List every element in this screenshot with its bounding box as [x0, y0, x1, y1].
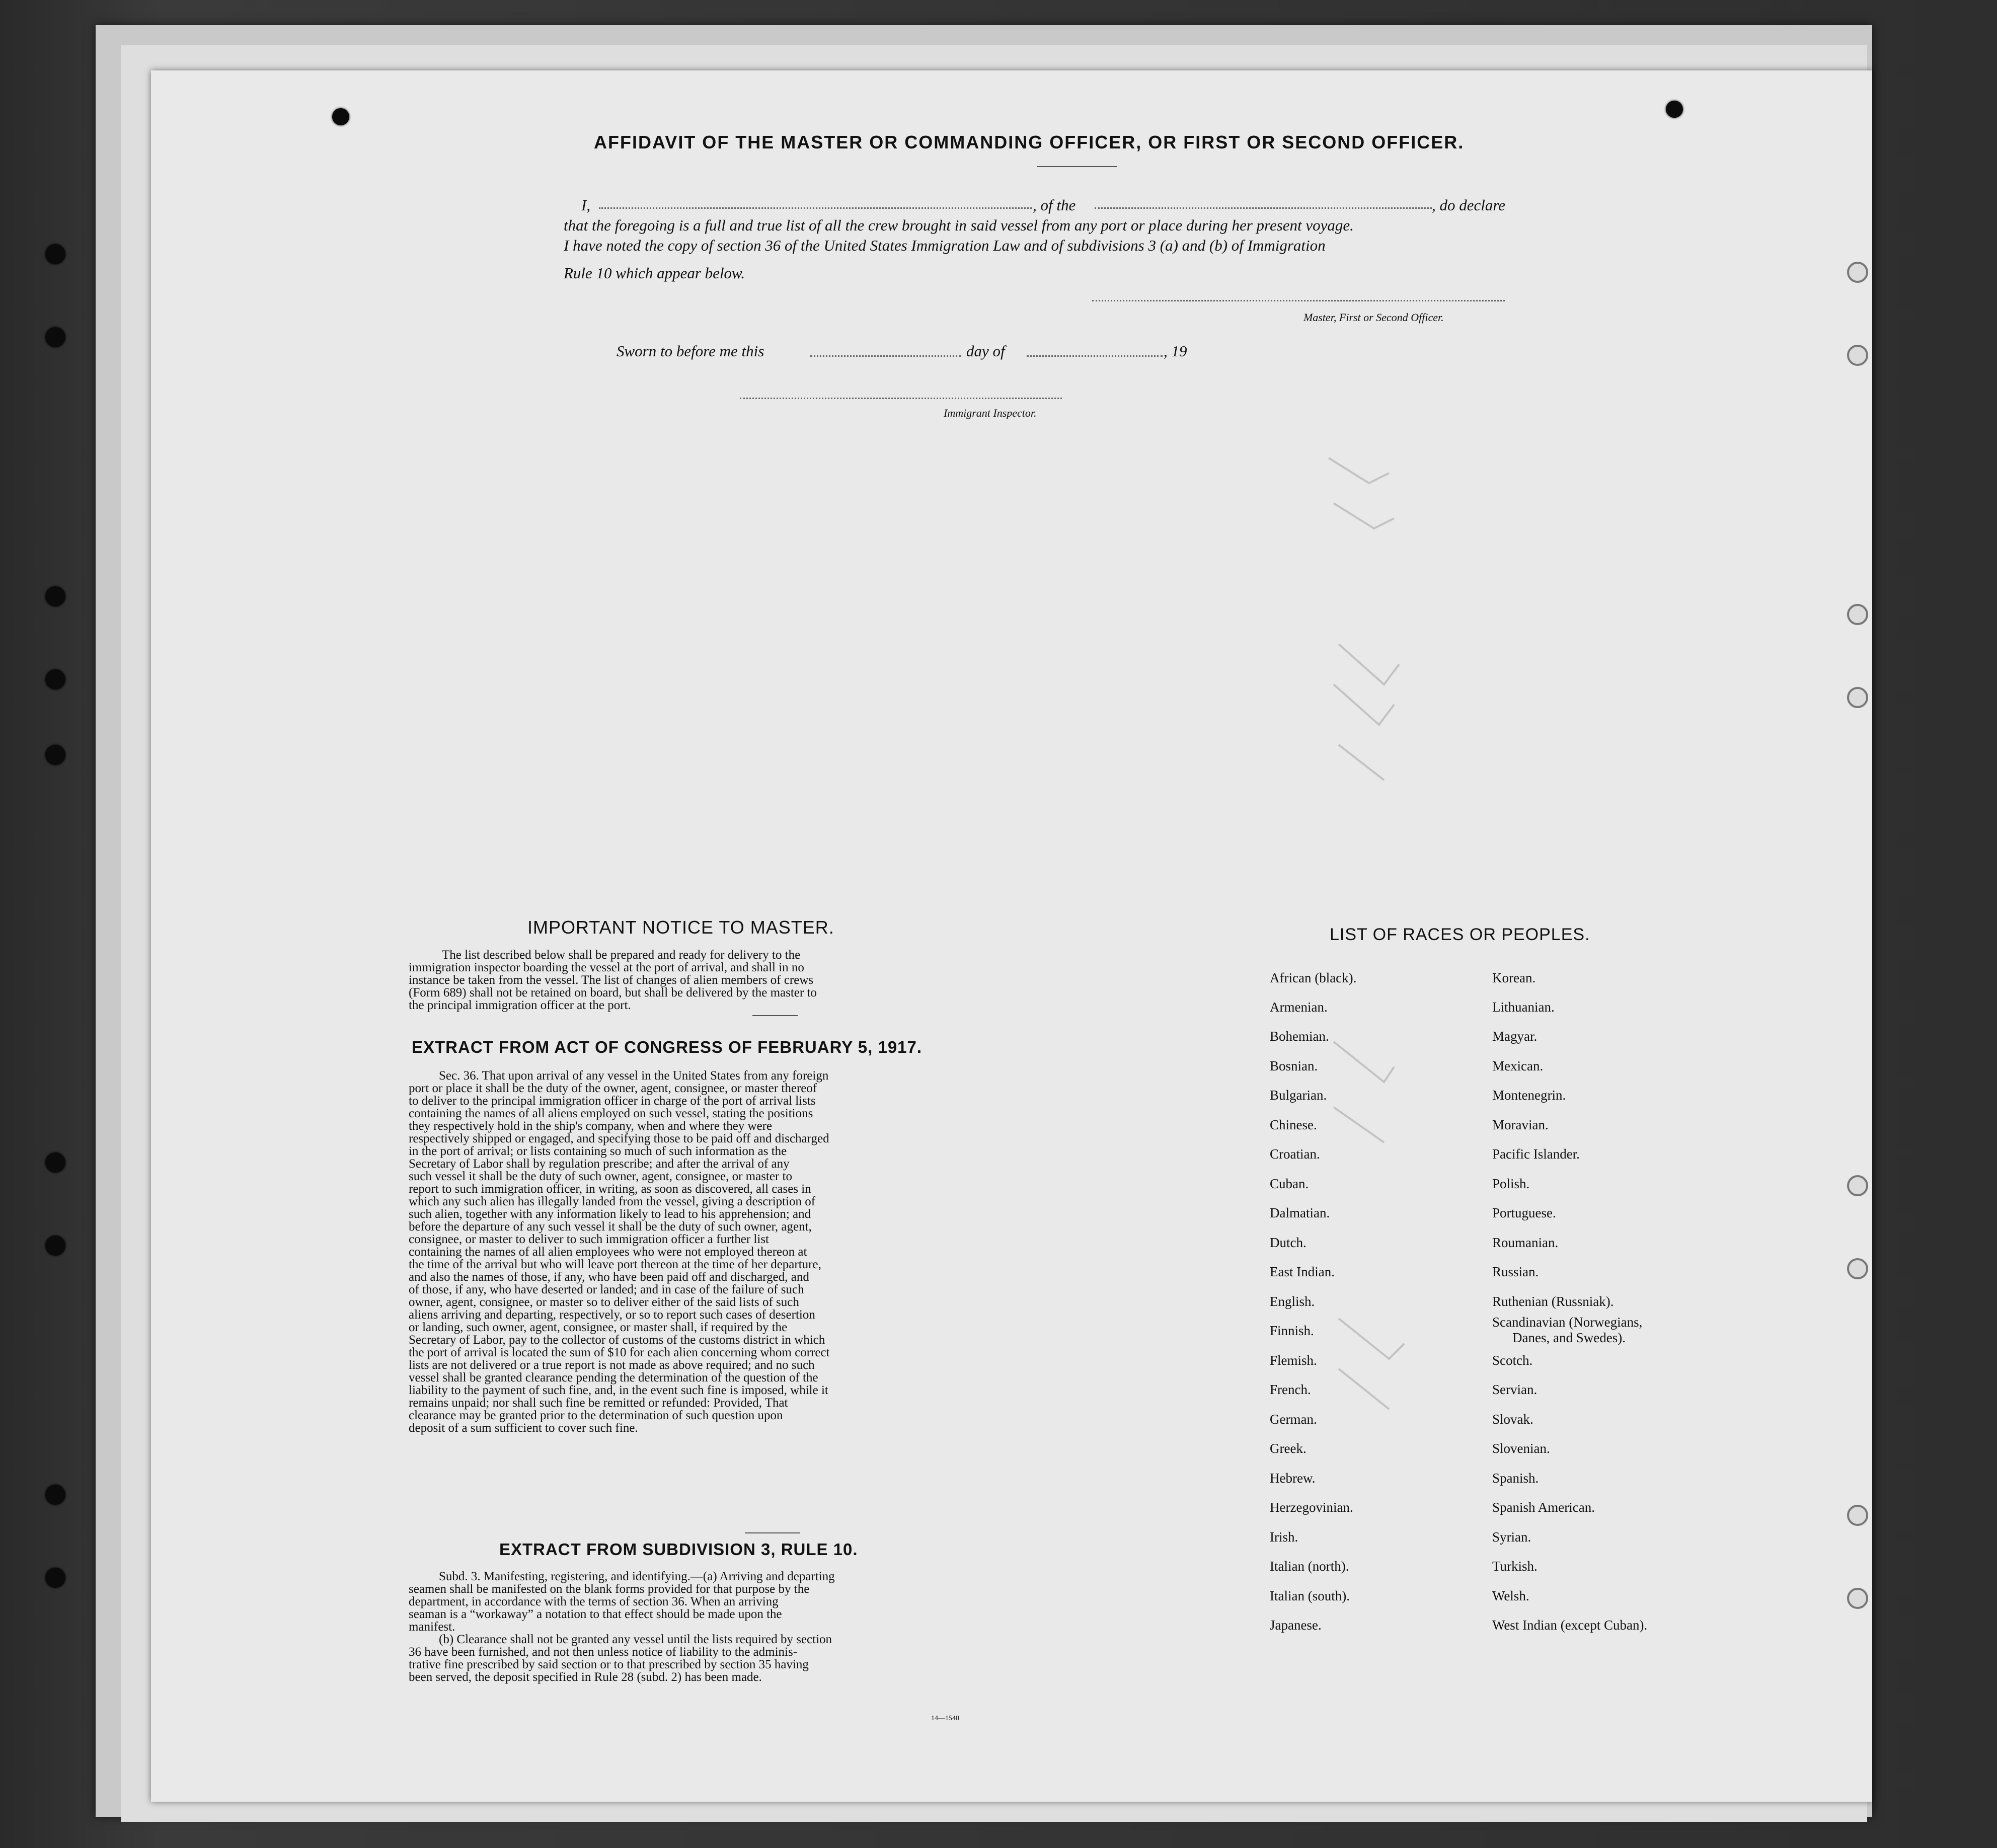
notice-title: IMPORTANT NOTICE TO MASTER. — [527, 917, 834, 938]
race-right: Spanish American. — [1492, 1500, 1595, 1515]
binder-ring — [1847, 1505, 1868, 1526]
inspector-signature-blank — [740, 398, 1062, 399]
sec36-line: Secretary of Labor shall by regulation prescribe; and after the arrival of any — [409, 1157, 790, 1171]
act-rule — [745, 1532, 800, 1533]
binder-ring — [1847, 687, 1868, 708]
sworn-text: Sworn to before me this — [617, 342, 764, 360]
race-left: Finnish. — [1270, 1323, 1314, 1338]
sec36-line: Sec. 36. That upon arrival of any vessel in the United States from any foreign — [439, 1069, 829, 1083]
sec36-line: lists are not delivered or a true report is not made as above required; and no such — [409, 1358, 815, 1372]
binder-hole — [45, 669, 65, 689]
day-blank — [810, 355, 961, 357]
affidavit-line2: that the foregoing is a full and true list of all the crew brought in said vessel from any port or place during her present voyage. — [564, 216, 1354, 234]
race-right: Montenegrin. — [1492, 1088, 1566, 1103]
race-right: West Indian (except Cuban). — [1492, 1618, 1648, 1633]
race-left: Chinese. — [1270, 1117, 1317, 1132]
race-right: Moravian. — [1492, 1117, 1549, 1132]
sec36-line: of those, if any, who have deserted or landed; and in case of the failure of such — [409, 1283, 804, 1296]
affidavit-line3: I have noted the copy of section 36 of the United States Immigration Law and of subdivisions 3 (a) and (b) of Immigration — [564, 237, 1326, 254]
sec36-line: liability to the payment of such fine, and, in the event such fine is imposed, while it — [409, 1383, 828, 1397]
sec36-line: Secretary of Labor, pay to the collector of customs of the customs district in which — [409, 1333, 825, 1347]
affidavit-line4: Rule 10 which appear below. — [564, 264, 745, 282]
race-left: Armenian. — [1270, 999, 1328, 1015]
sec36-line: in the port of arrival; or lists containing so much of such information as the — [409, 1144, 787, 1158]
race-right: Lithuanian. — [1492, 999, 1555, 1015]
binder-ring — [1847, 1175, 1868, 1196]
sec36-line: consignee, or master to deliver to such immigration officer a further list — [409, 1233, 769, 1246]
race-left: English. — [1270, 1294, 1315, 1309]
race-right: Magyar. — [1492, 1029, 1538, 1044]
rule-line: department, in accordance with the terms of section 36. When an arriving — [409, 1595, 779, 1608]
punch-hole — [332, 108, 349, 125]
day-of-text: day of — [966, 342, 1005, 360]
race-left: Japanese. — [1270, 1618, 1322, 1633]
race-left: Bohemian. — [1270, 1029, 1329, 1044]
sec36-line: such vessel it shall be the duty of such owner, agent, consignee, or master to — [409, 1170, 792, 1183]
race-right: Welsh. — [1492, 1588, 1529, 1603]
race-left: Hebrew. — [1270, 1471, 1316, 1486]
notice-rule — [752, 1015, 798, 1016]
vessel-blank — [1095, 207, 1432, 209]
race-left: Cuban. — [1270, 1176, 1309, 1191]
binder-hole — [45, 586, 65, 606]
binder-hole — [45, 327, 65, 347]
race-right: Portuguese. — [1492, 1205, 1556, 1220]
binder-hole — [45, 1568, 65, 1588]
notice-line: immigration inspector boarding the vessel at the port of arrival, and shall in no — [409, 961, 804, 974]
sec36-line: before the departure of any such vessel it shall be the duty of such owner, agent, — [409, 1220, 812, 1234]
affidavit-title: AFFIDAVIT OF THE MASTER OR COMMANDING OFFICER, OR FIRST OR SECOND OFFICER. — [594, 132, 1465, 152]
race-left: Bulgarian. — [1270, 1088, 1327, 1103]
race-right: Turkish. — [1492, 1559, 1538, 1574]
affidavit-page — [151, 70, 1872, 1802]
sec36-line: the time of the arrival but who will leave port thereon at the time of her departure, — [409, 1258, 821, 1271]
race-right: Roumanian. — [1492, 1235, 1559, 1250]
year-text: , 19 — [1164, 342, 1187, 360]
affidavit-i: I, — [581, 196, 591, 214]
binder-ring — [1847, 262, 1868, 283]
notice-line: the principal immigration officer at the port. — [409, 998, 631, 1012]
rule-10-text — [409, 1570, 990, 1683]
binder-ring — [1847, 345, 1868, 366]
extract-act-title: EXTRACT FROM ACT OF CONGRESS OF FEBRUARY 5, 1917. — [412, 1038, 923, 1056]
rule-line: manifest. — [409, 1620, 455, 1634]
form-number: 14—1540 — [931, 1715, 959, 1722]
sec36-line: containing the names of all aliens employed on such vessel, stating the positions — [409, 1107, 813, 1120]
sec36-line: report to such immigration officer, in writing, as soon as discovered, all cases in — [409, 1182, 811, 1196]
binder-hole — [45, 1236, 65, 1256]
binder-hole — [45, 745, 65, 765]
rule-line: (b) Clearance shall not be granted any vessel until the lists required by section — [439, 1633, 832, 1646]
rule-line: 36 have been furnished, and not then unless notice of liability to the adminis- — [409, 1645, 798, 1659]
sec36-line: deposit of a sum sufficient to cover such fine. — [409, 1421, 638, 1435]
race-right: Slovak. — [1492, 1412, 1533, 1427]
binder-ring — [1847, 1588, 1868, 1609]
sec36-line: aliens arriving and departing, respectively, or so to report such cases of desertion — [409, 1308, 815, 1322]
sec36-line: vessel shall be granted clearance pending the determination of the question of the — [409, 1371, 818, 1384]
master-signature-label: Master, First or Second Officer. — [1303, 311, 1444, 324]
sec36-line: remains unpaid; nor shall such fine be remitted or refunded: Provided, That — [409, 1396, 788, 1410]
month-blank — [1027, 355, 1163, 357]
race-right: Scandinavian (Norwegians, — [1492, 1315, 1643, 1330]
race-right-continuation: Danes, and Swedes). — [1512, 1330, 1626, 1345]
race-left: Flemish. — [1270, 1353, 1317, 1368]
sec36-line: owner, agent, consignee, or master so to deliver either of the said lists of such — [409, 1295, 799, 1309]
binder-hole — [45, 244, 65, 264]
race-right: Polish. — [1492, 1176, 1530, 1191]
sec36-line: containing the names of all alien employees who were not employed thereon at — [409, 1245, 807, 1259]
rule-line: seamen shall be manifested on the blank forms provided for that purpose by the — [409, 1582, 810, 1596]
race-left: Irish. — [1270, 1529, 1298, 1545]
notice-line: (Form 689) shall not be retained on board, but shall be delivered by the master to — [409, 986, 817, 999]
rule-line: been served, the deposit specified in Rule 28 (subd. 2) has been made. — [409, 1670, 762, 1684]
sec36-line: port or place it shall be the duty of the owner, agent, consignee, or master thereof — [409, 1082, 817, 1095]
race-right: Servian. — [1492, 1382, 1538, 1397]
sec36-line: which any such alien has illegally landed from the vessel, giving a description of — [409, 1195, 816, 1208]
section-36-text — [409, 1069, 990, 1434]
extract-rule-title: EXTRACT FROM SUBDIVISION 3, RULE 10. — [499, 1540, 858, 1559]
master-signature-blank — [1092, 300, 1505, 301]
race-left: East Indian. — [1270, 1264, 1335, 1279]
race-right: Slovenian. — [1492, 1441, 1550, 1456]
binder-hole — [45, 1485, 65, 1505]
binder-hole — [45, 1152, 65, 1173]
rule-line: seaman is a “workaway” a notation to that effect should be made upon the — [409, 1607, 782, 1621]
binder-ring — [1847, 604, 1868, 625]
rule-line: Subd. 3. Manifesting, registering, and identifying.—(a) Arriving and departing — [439, 1570, 835, 1583]
races-title: LIST OF RACES OR PEOPLES. — [1330, 925, 1590, 944]
affidavit-declare: , do declare — [1432, 196, 1506, 214]
race-left: Dalmatian. — [1270, 1205, 1330, 1220]
sec36-line: the port of arrival is located the sum of $10 for each alien concerning whom correct — [409, 1346, 830, 1359]
sec36-line: clearance may be granted prior to the determination of such question upon — [409, 1409, 783, 1422]
sec36-line: respectively shipped or engaged, and specifying those to be paid off and discharged — [409, 1132, 829, 1145]
race-right: Ruthenian (Russniak). — [1492, 1294, 1614, 1309]
sec36-line: or landing, such owner, agent, consignee, or master shall, if required by the — [409, 1321, 788, 1334]
race-left: Bosnian. — [1270, 1058, 1318, 1073]
punch-hole — [1666, 101, 1683, 118]
race-left: Greek. — [1270, 1441, 1307, 1456]
race-left: Italian (north). — [1270, 1559, 1349, 1574]
sec36-line: such alien, together with any information likely to lead to his apprehension; and — [409, 1207, 811, 1221]
notice-line: instance be taken from the vessel. The list of changes of alien members of crews — [409, 973, 814, 987]
inspector-signature-label: Immigrant Inspector. — [944, 407, 1037, 419]
race-right: Pacific Islander. — [1492, 1146, 1580, 1162]
race-left: French. — [1270, 1382, 1311, 1397]
binder-ring — [1847, 1258, 1868, 1279]
race-right: Syrian. — [1492, 1529, 1531, 1545]
race-left: Croatian. — [1270, 1146, 1320, 1162]
sec36-line: and also the names of those, if any, who have been paid off and discharged, and — [409, 1270, 809, 1284]
race-left: Herzegovinian. — [1270, 1500, 1353, 1515]
race-left: Dutch. — [1270, 1235, 1307, 1250]
race-left: Italian (south). — [1270, 1588, 1350, 1603]
race-right: Scotch. — [1492, 1353, 1533, 1368]
race-right: Korean. — [1492, 970, 1536, 985]
notice-line: The list described below shall be prepared and ready for delivery to the — [442, 948, 801, 962]
sec36-line: they respectively hold in the ship's company, when and where they were — [409, 1119, 773, 1133]
race-left: African (black). — [1270, 970, 1357, 985]
notice-paragraph — [409, 949, 990, 1012]
race-right: Spanish. — [1492, 1471, 1539, 1486]
title-rule — [1037, 166, 1117, 167]
rule-line: trative fine prescribed by said section or to that prescribed by section 35 having — [409, 1658, 809, 1671]
name-blank — [599, 207, 1032, 209]
sec36-line: to deliver to the principal immigration officer in charge of the port of arrival lists — [409, 1094, 816, 1108]
race-left: German. — [1270, 1412, 1317, 1427]
race-right: Mexican. — [1492, 1058, 1544, 1073]
race-right: Russian. — [1492, 1264, 1539, 1279]
affidavit-of-the: , of the — [1033, 196, 1076, 214]
